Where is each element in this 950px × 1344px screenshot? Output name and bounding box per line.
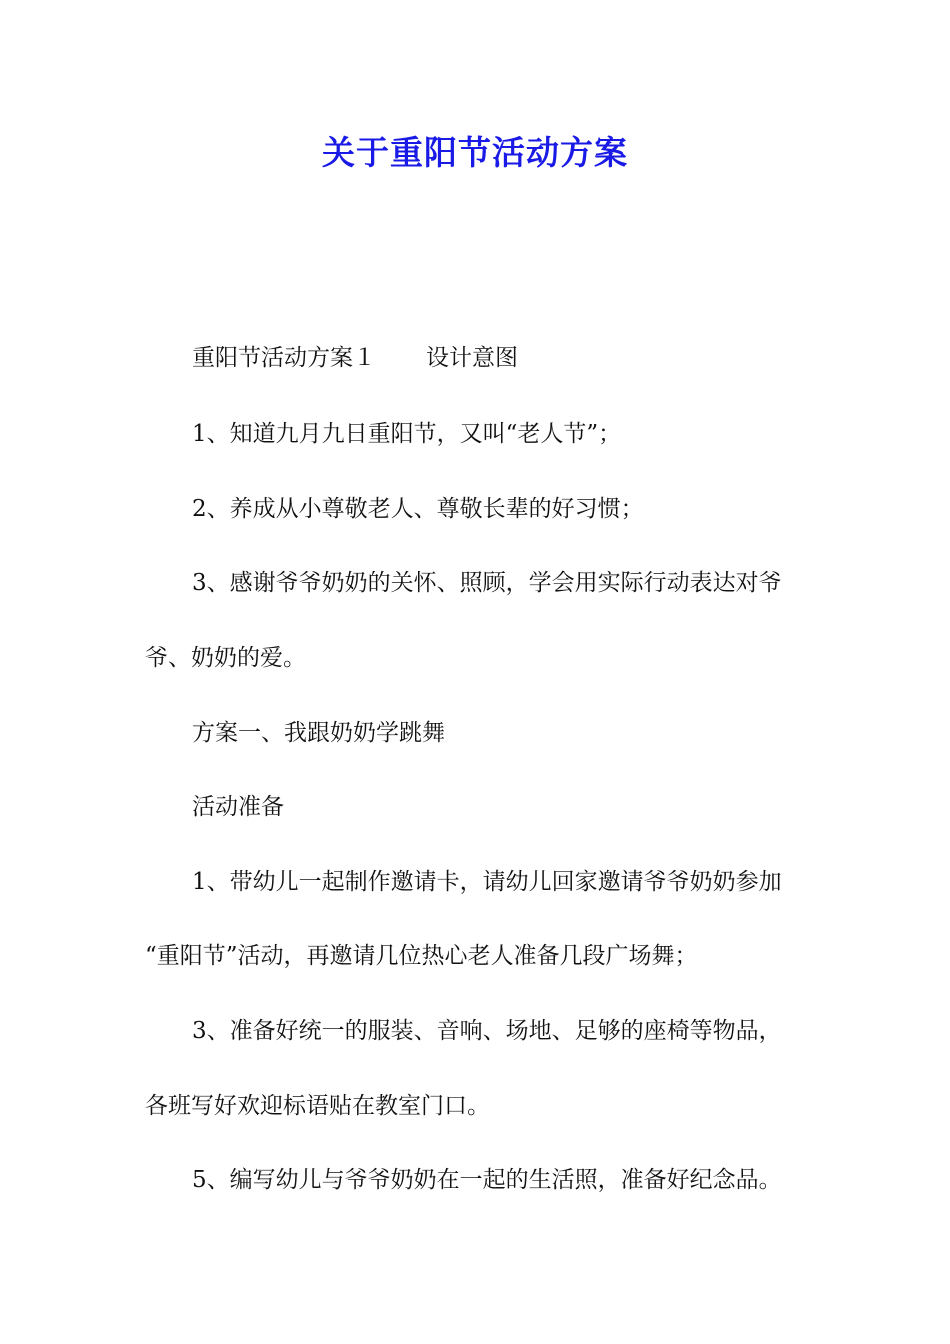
paragraph-heading-line [192,340,518,376]
paragraph-line: 3、准备好统一的服装、音响、场地、足够的座椅等物品， [192,1018,782,1044]
paragraph-line: 5、编写幼儿与爷爷奶奶在一起的生活照，准备好纪念品。 [192,1167,782,1193]
plan-heading: 重阳节活动方案１ [192,345,376,371]
paragraph-line: 1、知道九月九日重阳节，又叫“老人节”； [192,421,622,447]
paragraph-line-continued: “重阳节”活动，再邀请几位热心老人准备几段广场舞； [145,943,698,969]
paragraph-line: 2、养成从小尊敬老人、尊敬长辈的好习惯； [192,496,644,522]
paragraph-line: 3、感谢爷爷奶奶的关怀、照顾，学会用实际行动表达对爷 [192,570,782,596]
paragraph-line-continued: 爷、奶奶的爱。 [145,645,306,671]
paragraph-line-continued: 各班写好欢迎标语贴在教室门口。 [145,1093,490,1119]
design-intent-heading: 设计意图 [426,345,518,371]
section-subheading: 活动准备 [192,794,284,820]
document-title: 关于重阳节活动方案 [322,133,628,172]
section-heading: 方案一、我跟奶奶学跳舞 [192,720,445,746]
paragraph-line: 1、带幼儿一起制作邀请卡，请幼儿回家邀请爷爷奶奶参加 [192,869,782,895]
